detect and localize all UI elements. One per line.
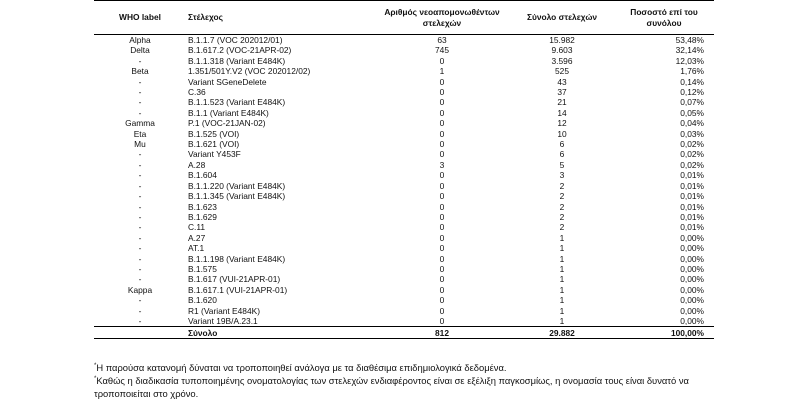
sequenced-cell: 0 xyxy=(439,274,445,285)
percent-cell: 0,00% xyxy=(680,232,704,243)
who-label-cell: Alpha xyxy=(129,35,151,45)
who-label-cell: - xyxy=(138,295,142,306)
who-label-cell: - xyxy=(138,97,142,108)
strain-cell: B.1.1.7 (VOC 202012/01) xyxy=(188,35,283,45)
total-cell: 10 xyxy=(557,128,567,139)
table-row xyxy=(94,149,714,159)
total-cell: 2 xyxy=(559,180,565,191)
strain-cell: B.1.1.345 (Variant E484K) xyxy=(188,191,286,202)
table-row xyxy=(94,160,714,170)
table-row xyxy=(94,129,714,139)
strain-cell: B.1.525 (VOI) xyxy=(188,128,240,139)
percent-cell: 12,03% xyxy=(675,55,704,66)
total-cell: 3.596 xyxy=(551,55,573,66)
strain-cell: B.1.621 (VOI) xyxy=(188,139,240,150)
table-row xyxy=(94,316,714,327)
percent-cell: 0,01% xyxy=(680,222,704,233)
table-row xyxy=(94,202,714,212)
who-label-cell: Mu xyxy=(134,139,146,150)
total-cell: 1 xyxy=(559,284,565,295)
sequenced-cell: 0 xyxy=(439,149,445,160)
strain-cell: B.1.617 (VUI-21APR-01) xyxy=(188,274,281,285)
sequenced-cell: 3 xyxy=(439,159,445,170)
who-label-cell: - xyxy=(138,159,142,170)
percent-cell: 0,00% xyxy=(680,243,704,254)
percent-cell: 1,76% xyxy=(680,66,704,77)
table-row xyxy=(94,77,714,87)
table-header xyxy=(94,1,714,35)
sequenced-cell: 0 xyxy=(439,180,445,191)
header-strain: Στέλεχος xyxy=(186,1,374,35)
percent-cell: 0,01% xyxy=(680,201,704,212)
strain-cell: B.1.617.1 (VUI-21APR-01) xyxy=(188,284,288,295)
total-cell: 9.603 xyxy=(551,45,573,56)
percent-cell: 0,04% xyxy=(680,118,704,129)
who-label-cell: - xyxy=(138,253,142,264)
table-row xyxy=(94,306,714,316)
strain-cell: B.1.623 xyxy=(188,201,217,212)
who-label-cell: - xyxy=(138,76,142,87)
total-cell: 12 xyxy=(557,118,567,129)
sequenced-cell: 63 xyxy=(437,35,447,45)
percent-cell: 0,00% xyxy=(680,315,704,326)
who-label-cell: Eta xyxy=(133,128,147,139)
strain-cell: B.1.620 xyxy=(188,295,217,306)
who-label-cell: - xyxy=(138,55,142,66)
who-label-cell: - xyxy=(138,201,142,212)
footnote-1-text: Η παρούσα κατανομή δύναται να τροποποιηθεί ανάλογα με τα διαθέσιμα επιδημιολογικά δεδομένα. xyxy=(96,362,507,373)
strain-cell: C.11 xyxy=(188,222,206,233)
strain-cell: B.1.1.198 (Variant E484K) xyxy=(188,253,286,264)
percent-cell: 0,02% xyxy=(680,149,704,160)
table-row xyxy=(94,212,714,222)
table-row xyxy=(94,56,714,66)
sequenced-cell: 0 xyxy=(439,284,445,295)
who-label-cell: - xyxy=(138,170,142,181)
strain-cell: B.1.1 (Variant E484K) xyxy=(188,107,269,118)
table-row xyxy=(94,264,714,274)
who-label-cell: - xyxy=(138,243,142,254)
sequenced-cell: 0 xyxy=(439,191,445,202)
strain-cell: B.1.575 xyxy=(188,263,217,274)
variants-table-document xyxy=(94,0,712,339)
table-body xyxy=(94,35,714,327)
percent-cell: 0,00% xyxy=(680,295,704,306)
totals-sequenced: 812 xyxy=(374,327,510,339)
table-row xyxy=(94,139,714,149)
total-cell: 1 xyxy=(559,305,565,316)
total-cell: 15.982 xyxy=(549,35,575,45)
percent-cell: 0,01% xyxy=(680,191,704,202)
table-row xyxy=(94,254,714,264)
sequenced-cell: 0 xyxy=(439,315,445,326)
strain-cell: AT.1 xyxy=(188,243,205,254)
footnotes xyxy=(94,361,714,400)
totals-percent: 100,00% xyxy=(614,327,714,339)
percent-cell: 0,00% xyxy=(680,284,704,295)
who-label-cell: Kappa xyxy=(127,284,153,295)
table-footer xyxy=(94,327,714,339)
total-cell: 5 xyxy=(559,159,565,170)
percent-cell: 0,12% xyxy=(680,87,704,98)
table-row xyxy=(94,295,714,305)
total-cell: 6 xyxy=(559,139,565,150)
percent-cell: 0,02% xyxy=(680,139,704,150)
sequenced-cell: 0 xyxy=(439,253,445,264)
sequenced-cell: 0 xyxy=(439,76,445,87)
header-who-label: WHO label xyxy=(94,1,186,35)
total-cell: 6 xyxy=(559,149,565,160)
percent-cell: 0,07% xyxy=(680,97,704,108)
strain-cell: 1.351/501Y.V2 (VOC 202012/02) xyxy=(188,66,311,77)
header-sequenced: Αριθμός νεοαπομονωθέντων στελεχών xyxy=(374,1,510,35)
total-cell: 43 xyxy=(557,76,567,87)
who-label-cell: - xyxy=(138,191,142,202)
table-row xyxy=(94,97,714,107)
who-label-cell: - xyxy=(138,107,142,118)
sequenced-cell: 0 xyxy=(439,211,445,222)
footnote-1-mark: * xyxy=(94,363,97,369)
table-row xyxy=(94,191,714,201)
percent-cell: 0,14% xyxy=(680,76,704,87)
total-cell: 14 xyxy=(557,107,567,118)
sequenced-cell: 0 xyxy=(439,263,445,274)
strain-cell: Variant SGeneDelete xyxy=(188,76,267,87)
percent-cell: 0,00% xyxy=(680,274,704,285)
sequenced-cell: 1 xyxy=(439,66,445,77)
strain-cell: B.1.1.220 (Variant E484K) xyxy=(188,180,286,191)
sequenced-cell: 0 xyxy=(439,128,445,139)
table-row xyxy=(94,233,714,243)
totals-label: Σύνολο xyxy=(186,327,374,339)
strain-cell: A.27 xyxy=(188,232,206,243)
total-cell: 1 xyxy=(559,243,565,254)
who-label-cell: Gamma xyxy=(125,118,155,129)
total-cell: 525 xyxy=(555,66,569,77)
sequenced-cell: 0 xyxy=(439,170,445,181)
percent-cell: 32,14% xyxy=(675,45,704,56)
total-cell: 1 xyxy=(559,315,565,326)
total-cell: 2 xyxy=(559,211,565,222)
footnote-2-text: Καθώς η διαδικασία τυποποιημένης ονοματολογίας των στελεχών ενδιαφέροντος είναι σε εξέλιξη παγκοσμίως, η ονομασία τους είναι δυνατό να τροποποιείται στο χρόνο. xyxy=(94,375,689,399)
who-label-cell: - xyxy=(138,232,142,243)
table-row xyxy=(94,87,714,97)
strain-cell: B.1.617.2 (VOC-21APR-02) xyxy=(188,45,292,56)
table-row xyxy=(94,35,714,46)
strain-cell: Variant 19B/A.23.1 xyxy=(188,315,258,326)
who-label-cell: Delta xyxy=(130,45,150,56)
totals-row xyxy=(94,327,714,339)
table-row xyxy=(94,274,714,284)
percent-cell: 53,48% xyxy=(675,35,704,45)
table-row xyxy=(94,108,714,118)
sequenced-cell: 0 xyxy=(439,97,445,108)
totals-total: 29.882 xyxy=(510,327,614,339)
sequenced-cell: 0 xyxy=(439,232,445,243)
total-cell: 2 xyxy=(559,222,565,233)
sequenced-cell: 745 xyxy=(435,45,449,56)
strain-cell: C.36 xyxy=(188,87,206,98)
total-cell: 1 xyxy=(559,263,565,274)
who-label-cell: - xyxy=(138,274,142,285)
table-row xyxy=(94,170,714,180)
total-cell: 1 xyxy=(559,253,565,264)
table-row xyxy=(94,181,714,191)
header-row xyxy=(94,1,714,35)
strain-cell: B.1.1.523 (Variant E484K) xyxy=(188,97,286,108)
who-label-cell: - xyxy=(138,87,142,98)
total-cell: 3 xyxy=(559,170,565,181)
header-percent: Ποσοστό επί του συνόλου xyxy=(614,1,714,35)
sequenced-cell: 0 xyxy=(439,87,445,98)
table-row xyxy=(94,66,714,76)
who-label-cell: - xyxy=(138,149,142,160)
sequenced-cell: 0 xyxy=(439,295,445,306)
sequenced-cell: 0 xyxy=(439,118,445,129)
total-cell: 37 xyxy=(557,87,567,98)
strain-cell: P.1 (VOC-21JAN-02) xyxy=(188,118,266,129)
total-cell: 1 xyxy=(559,274,565,285)
percent-cell: 0,01% xyxy=(680,211,704,222)
who-label-cell: - xyxy=(138,305,142,316)
table-row xyxy=(94,45,714,55)
who-label-cell: - xyxy=(138,180,142,191)
table-row xyxy=(94,285,714,295)
strain-cell: B.1.1.318 (Variant E484K) xyxy=(188,55,286,66)
who-label-cell: - xyxy=(138,315,142,326)
table-row xyxy=(94,222,714,232)
total-cell: 21 xyxy=(557,97,567,108)
footnote-2-mark: * xyxy=(94,376,97,382)
total-cell: 2 xyxy=(559,201,565,212)
sequenced-cell: 0 xyxy=(439,55,445,66)
sequenced-cell: 0 xyxy=(439,107,445,118)
totals-who-cell xyxy=(94,327,186,339)
who-label-cell: Beta xyxy=(131,66,149,77)
percent-cell: 0,05% xyxy=(680,107,704,118)
footnote-1 xyxy=(94,361,714,374)
who-label-cell: - xyxy=(138,222,142,233)
who-label-cell: - xyxy=(138,211,142,222)
total-cell: 1 xyxy=(559,295,565,306)
who-label-cell: - xyxy=(138,263,142,274)
strain-cell: A.28 xyxy=(188,159,206,170)
percent-cell: 0,00% xyxy=(680,263,704,274)
sequenced-cell: 0 xyxy=(439,305,445,316)
strain-cell: B.1.604 xyxy=(188,170,217,181)
total-cell: 1 xyxy=(559,232,565,243)
percent-cell: 0,00% xyxy=(680,305,704,316)
strain-cell: R1 (Variant E484K) xyxy=(188,305,260,316)
percent-cell: 0,02% xyxy=(680,159,704,170)
variants-table xyxy=(94,0,714,339)
percent-cell: 0,01% xyxy=(680,170,704,181)
sequenced-cell: 0 xyxy=(439,139,445,150)
table-row xyxy=(94,118,714,128)
strain-cell: Variant Y453F xyxy=(188,149,241,160)
percent-cell: 0,01% xyxy=(680,180,704,191)
strain-cell: B.1.629 xyxy=(188,211,217,222)
percent-cell: 0,00% xyxy=(680,253,704,264)
table-row xyxy=(94,243,714,253)
header-total: Σύνολο στελεχών xyxy=(510,1,614,35)
sequenced-cell: 0 xyxy=(439,243,445,254)
percent-cell: 0,03% xyxy=(680,128,704,139)
sequenced-cell: 0 xyxy=(439,201,445,212)
sequenced-cell: 0 xyxy=(439,222,445,233)
total-cell: 2 xyxy=(559,191,565,202)
footnote-2 xyxy=(94,374,714,400)
